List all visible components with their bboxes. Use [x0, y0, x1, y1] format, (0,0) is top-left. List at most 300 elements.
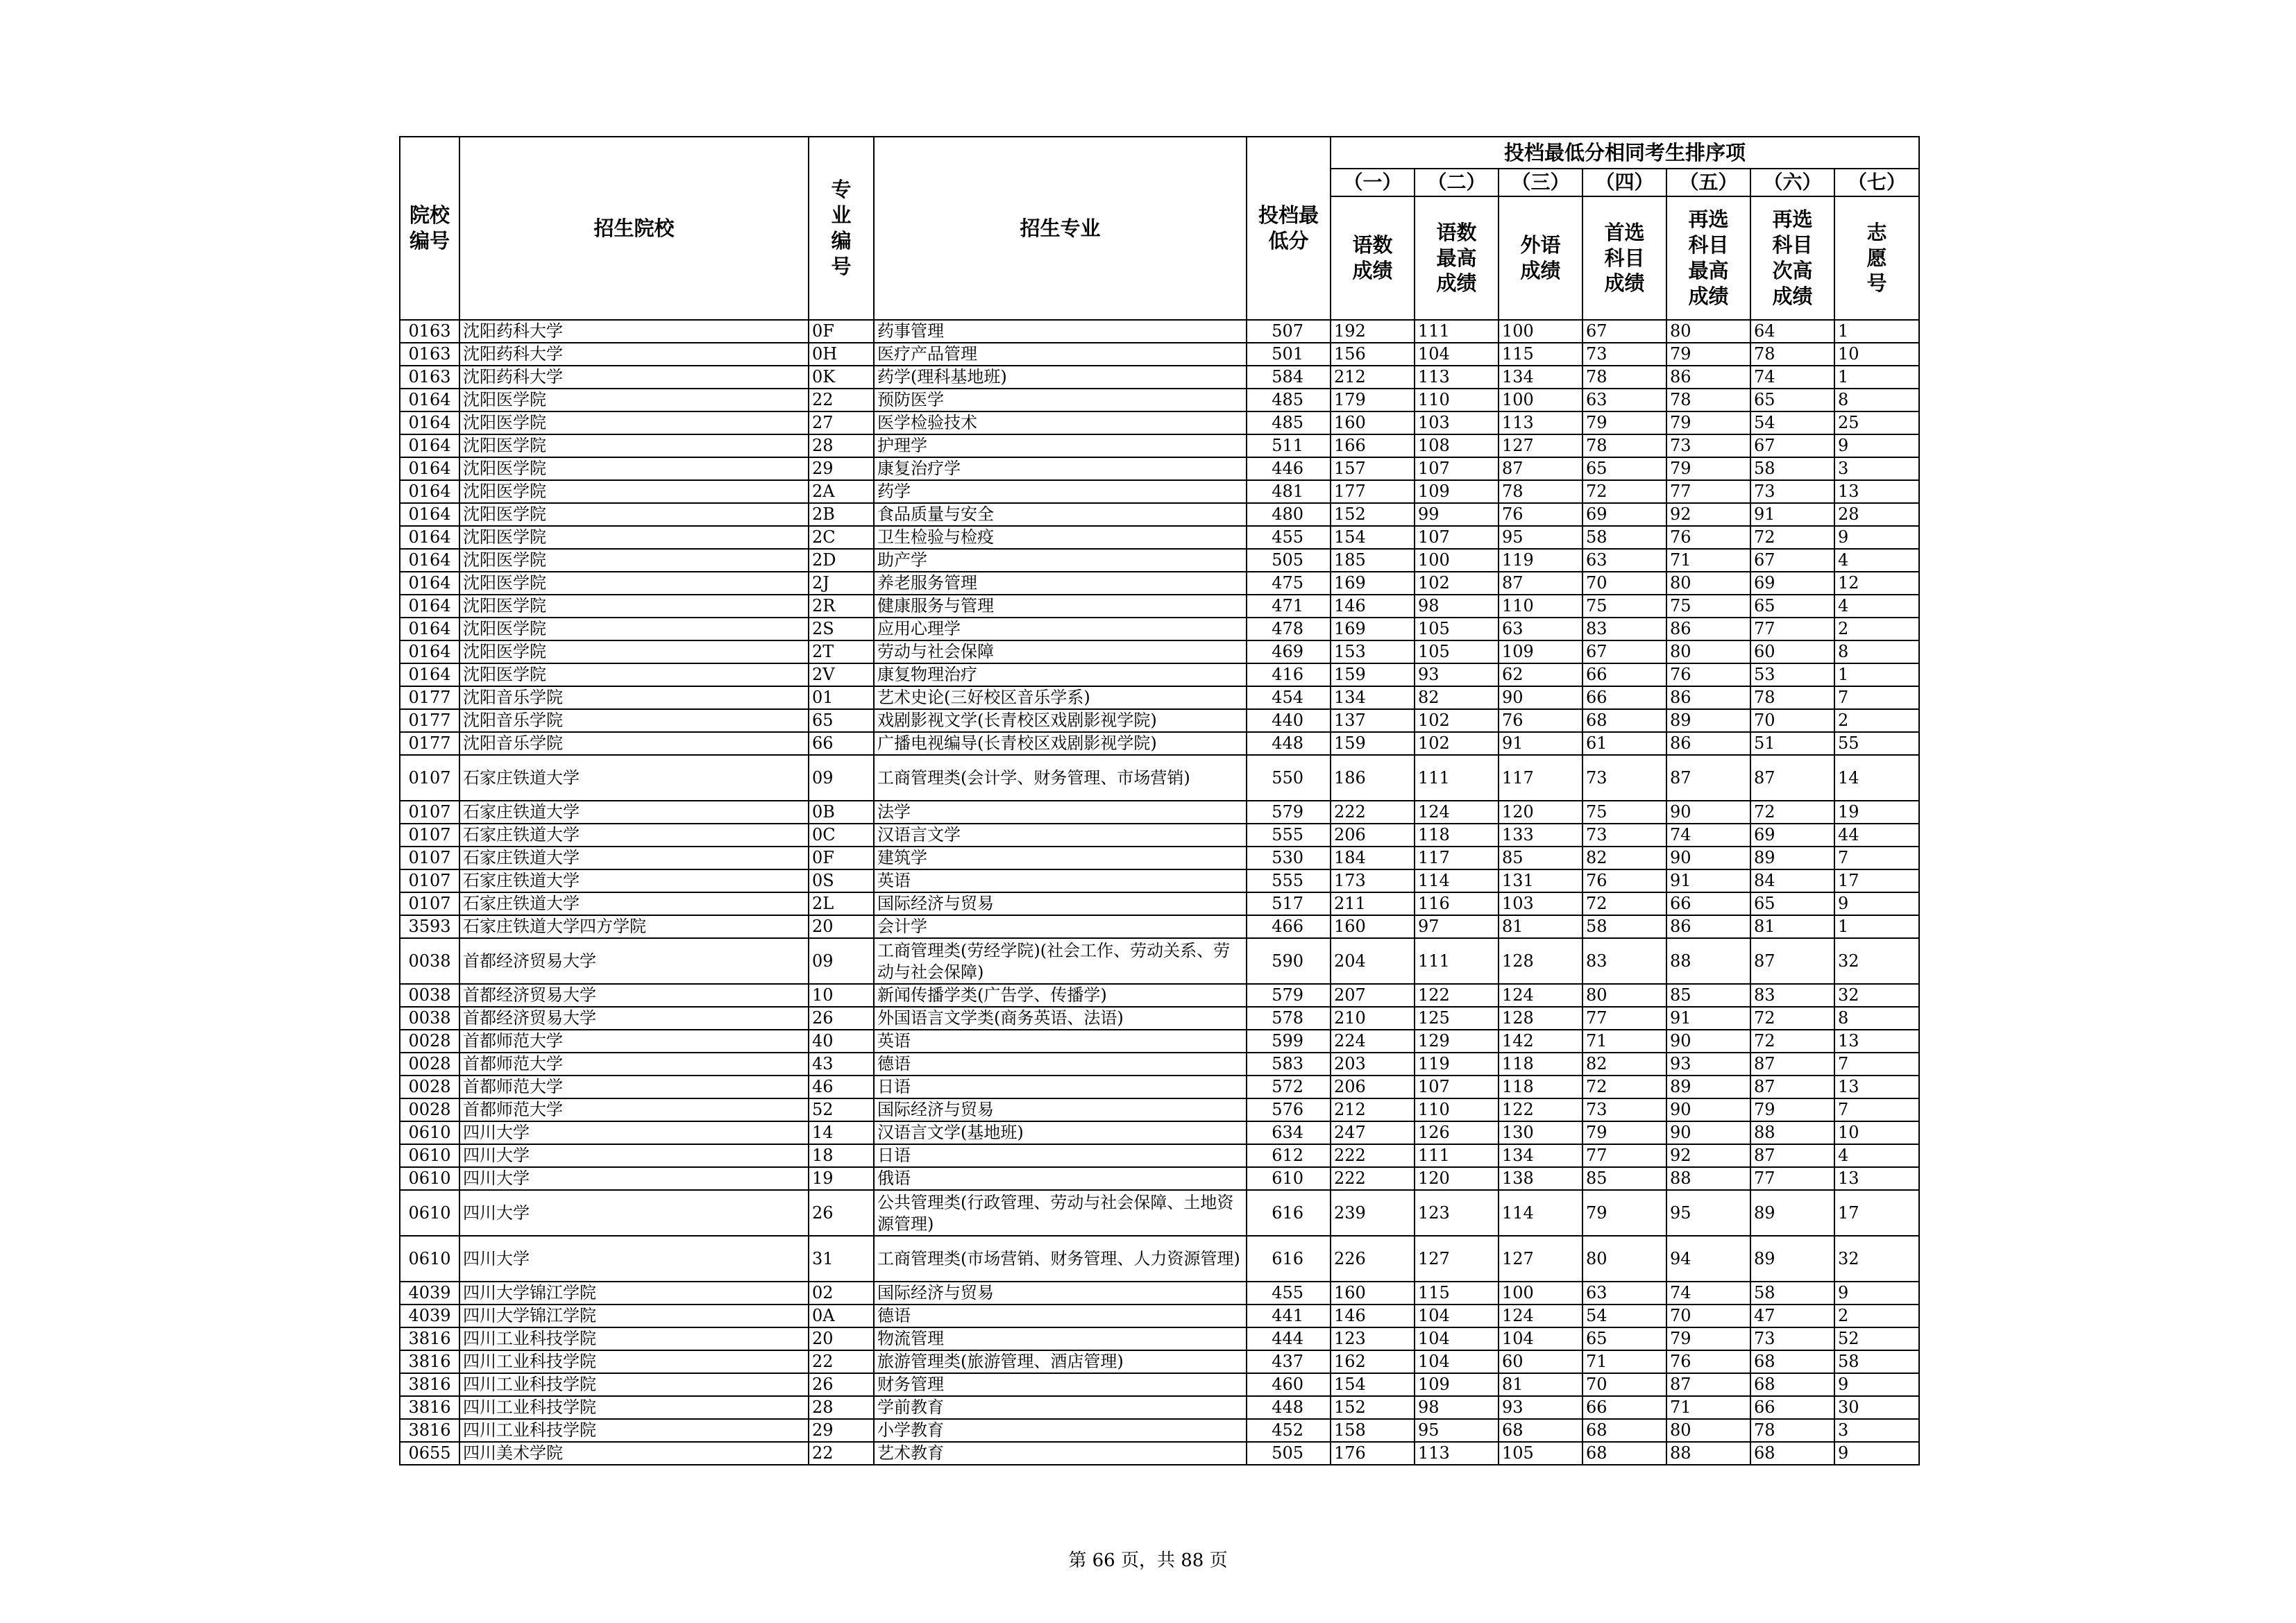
- tiebreak-value-cell: 54: [1750, 411, 1834, 434]
- major-name-cell: 劳动与社会保障: [874, 640, 1247, 663]
- table-row: [400, 343, 1919, 366]
- tiebreak-value-cell: 79: [1582, 1190, 1666, 1236]
- tiebreak-value-cell: 154: [1331, 1373, 1415, 1396]
- tiebreak-value-cell: 17: [1834, 1190, 1919, 1236]
- header-tiebreak-label: 志愿号: [1834, 196, 1919, 320]
- tiebreak-value-cell: 81: [1499, 1373, 1582, 1396]
- tiebreak-value-cell: 77: [1582, 1144, 1666, 1167]
- tiebreak-value-cell: 105: [1415, 640, 1499, 663]
- major-code-cell: 2R: [809, 595, 874, 618]
- tiebreak-value-cell: 78: [1499, 480, 1582, 503]
- tiebreak-value-cell: 73: [1750, 480, 1834, 503]
- table-row: [400, 847, 1919, 869]
- tiebreak-value-cell: 100: [1499, 320, 1582, 343]
- tiebreak-value-cell: 226: [1331, 1236, 1415, 1282]
- tiebreak-value-cell: 68: [1582, 709, 1666, 732]
- table-row: [400, 1305, 1919, 1327]
- major-code-cell: 22: [809, 389, 874, 411]
- tiebreak-value-cell: 61: [1582, 732, 1666, 755]
- table-row: [400, 1030, 1919, 1053]
- tiebreak-value-cell: 80: [1582, 984, 1666, 1007]
- major-code-cell: 26: [809, 1007, 874, 1030]
- tiebreak-value-cell: 86: [1666, 366, 1750, 389]
- tiebreak-value-cell: 4: [1834, 595, 1919, 618]
- tiebreak-value-cell: 17: [1834, 869, 1919, 892]
- tiebreak-value-cell: 207: [1331, 984, 1415, 1007]
- school-code-cell: 0038: [400, 1007, 459, 1030]
- tiebreak-value-cell: 107: [1415, 1076, 1499, 1098]
- major-code-cell: 0F: [809, 320, 874, 343]
- tiebreak-value-cell: 105: [1415, 618, 1499, 640]
- tiebreak-value-cell: 117: [1415, 847, 1499, 869]
- school-code-cell: 0038: [400, 984, 459, 1007]
- tiebreak-value-cell: 95: [1666, 1190, 1750, 1236]
- tiebreak-value-cell: 10: [1834, 1121, 1919, 1144]
- tiebreak-value-cell: 73: [1582, 1098, 1666, 1121]
- school-name-cell: 沈阳医学院: [459, 549, 809, 572]
- school-name-cell: 四川大学锦江学院: [459, 1305, 809, 1327]
- min-score-cell: 478: [1247, 618, 1331, 640]
- tiebreak-value-cell: 127: [1499, 1236, 1582, 1282]
- tiebreak-value-cell: 93: [1666, 1053, 1750, 1076]
- header-min-score: 投档最低分: [1247, 137, 1331, 320]
- tiebreak-value-cell: 115: [1415, 1282, 1499, 1305]
- table-row: [400, 1419, 1919, 1442]
- tiebreak-value-cell: 77: [1582, 1007, 1666, 1030]
- major-code-cell: 0K: [809, 366, 874, 389]
- tiebreak-value-cell: 113: [1499, 411, 1582, 434]
- school-code-cell: 0164: [400, 663, 459, 686]
- school-code-cell: 3816: [400, 1327, 459, 1350]
- major-name-cell: 建筑学: [874, 847, 1247, 869]
- tiebreak-value-cell: 65: [1750, 389, 1834, 411]
- school-code-cell: 0610: [400, 1167, 459, 1190]
- school-code-cell: 0107: [400, 824, 459, 847]
- school-name-cell: 首都师范大学: [459, 1053, 809, 1076]
- school-code-cell: 0164: [400, 457, 459, 480]
- tiebreak-value-cell: 111: [1415, 1144, 1499, 1167]
- min-score-cell: 505: [1247, 1442, 1331, 1465]
- major-name-cell: 小学教育: [874, 1419, 1247, 1442]
- major-code-cell: 40: [809, 1030, 874, 1053]
- school-code-cell: 0163: [400, 320, 459, 343]
- major-name-cell: 国际经济与贸易: [874, 1098, 1247, 1121]
- tiebreak-value-cell: 19: [1834, 801, 1919, 824]
- school-name-cell: 四川大学: [459, 1236, 809, 1282]
- major-code-cell: 20: [809, 1327, 874, 1350]
- major-code-cell: 0F: [809, 847, 874, 869]
- tiebreak-value-cell: 78: [1666, 389, 1750, 411]
- tiebreak-value-cell: 85: [1582, 1167, 1666, 1190]
- tiebreak-value-cell: 58: [1834, 1350, 1919, 1373]
- min-score-cell: 454: [1247, 686, 1331, 709]
- tiebreak-value-cell: 90: [1666, 1030, 1750, 1053]
- tiebreak-value-cell: 32: [1834, 938, 1919, 984]
- tiebreak-value-cell: 63: [1499, 618, 1582, 640]
- major-code-cell: 10: [809, 984, 874, 1007]
- header-tiebreak-label: 首选科目成绩: [1582, 196, 1666, 320]
- tiebreak-value-cell: 90: [1666, 1098, 1750, 1121]
- tiebreak-value-cell: 66: [1666, 892, 1750, 915]
- tiebreak-value-cell: 1: [1834, 366, 1919, 389]
- major-code-cell: 66: [809, 732, 874, 755]
- min-score-cell: 590: [1247, 938, 1331, 984]
- school-code-cell: 0028: [400, 1053, 459, 1076]
- major-code-cell: 31: [809, 1236, 874, 1282]
- tiebreak-value-cell: 74: [1666, 1282, 1750, 1305]
- tiebreak-value-cell: 63: [1582, 389, 1666, 411]
- major-code-cell: 29: [809, 1419, 874, 1442]
- tiebreak-value-cell: 206: [1331, 1076, 1415, 1098]
- min-score-cell: 550: [1247, 755, 1331, 801]
- min-score-cell: 579: [1247, 801, 1331, 824]
- tiebreak-value-cell: 13: [1834, 1030, 1919, 1053]
- major-code-cell: 28: [809, 434, 874, 457]
- tiebreak-value-cell: 95: [1499, 526, 1582, 549]
- tiebreak-value-cell: 4: [1834, 1144, 1919, 1167]
- tiebreak-value-cell: 80: [1666, 1419, 1750, 1442]
- min-score-cell: 485: [1247, 389, 1331, 411]
- tiebreak-value-cell: 154: [1331, 526, 1415, 549]
- min-score-cell: 583: [1247, 1053, 1331, 1076]
- tiebreak-value-cell: 129: [1415, 1030, 1499, 1053]
- tiebreak-value-cell: 169: [1331, 572, 1415, 595]
- table-row: [400, 434, 1919, 457]
- min-score-cell: 511: [1247, 434, 1331, 457]
- tiebreak-value-cell: 86: [1666, 732, 1750, 755]
- tiebreak-value-cell: 247: [1331, 1121, 1415, 1144]
- school-code-cell: 3816: [400, 1373, 459, 1396]
- tiebreak-value-cell: 203: [1331, 1053, 1415, 1076]
- major-name-cell: 医疗产品管理: [874, 343, 1247, 366]
- tiebreak-value-cell: 80: [1666, 320, 1750, 343]
- tiebreak-value-cell: 67: [1750, 434, 1834, 457]
- table-row: [400, 549, 1919, 572]
- min-score-cell: 471: [1247, 595, 1331, 618]
- tiebreak-value-cell: 8: [1834, 1007, 1919, 1030]
- school-name-cell: 沈阳药科大学: [459, 366, 809, 389]
- school-name-cell: 石家庄铁道大学: [459, 755, 809, 801]
- tiebreak-value-cell: 87: [1666, 1373, 1750, 1396]
- tiebreak-value-cell: 84: [1750, 869, 1834, 892]
- tiebreak-value-cell: 75: [1666, 595, 1750, 618]
- tiebreak-value-cell: 80: [1666, 640, 1750, 663]
- major-code-cell: 22: [809, 1442, 874, 1465]
- tiebreak-value-cell: 128: [1499, 938, 1582, 984]
- school-code-cell: 0107: [400, 801, 459, 824]
- tiebreak-value-cell: 9: [1834, 526, 1919, 549]
- tiebreak-value-cell: 77: [1750, 1167, 1834, 1190]
- tiebreak-value-cell: 8: [1834, 640, 1919, 663]
- tiebreak-value-cell: 118: [1415, 824, 1499, 847]
- tiebreak-value-cell: 83: [1582, 938, 1666, 984]
- tiebreak-value-cell: 158: [1331, 1419, 1415, 1442]
- school-name-cell: 石家庄铁道大学: [459, 869, 809, 892]
- tiebreak-value-cell: 67: [1750, 549, 1834, 572]
- tiebreak-value-cell: 88: [1750, 1121, 1834, 1144]
- tiebreak-value-cell: 87: [1750, 1053, 1834, 1076]
- school-code-cell: 0164: [400, 572, 459, 595]
- tiebreak-value-cell: 104: [1499, 1327, 1582, 1350]
- tiebreak-value-cell: 60: [1750, 640, 1834, 663]
- school-code-cell: 0610: [400, 1236, 459, 1282]
- school-code-cell: 0163: [400, 343, 459, 366]
- major-name-cell: 德语: [874, 1305, 1247, 1327]
- tiebreak-value-cell: 60: [1499, 1350, 1582, 1373]
- tiebreak-value-cell: 94: [1666, 1236, 1750, 1282]
- header-tiebreak-num: （七）: [1834, 169, 1919, 196]
- major-code-cell: 46: [809, 1076, 874, 1098]
- table-row: [400, 1098, 1919, 1121]
- tiebreak-value-cell: 70: [1582, 1373, 1666, 1396]
- header-school-code: 院校编号: [400, 137, 459, 320]
- tiebreak-value-cell: 100: [1499, 389, 1582, 411]
- tiebreak-value-cell: 79: [1582, 1121, 1666, 1144]
- tiebreak-value-cell: 53: [1750, 663, 1834, 686]
- major-name-cell: 俄语: [874, 1167, 1247, 1190]
- school-code-cell: 0107: [400, 892, 459, 915]
- min-score-cell: 517: [1247, 892, 1331, 915]
- header-tiebreak-label: 再选科目次高成绩: [1750, 196, 1834, 320]
- school-code-cell: 0164: [400, 640, 459, 663]
- major-code-cell: 09: [809, 938, 874, 984]
- tiebreak-value-cell: 87: [1750, 755, 1834, 801]
- tiebreak-value-cell: 93: [1499, 1396, 1582, 1419]
- tiebreak-value-cell: 88: [1666, 1442, 1750, 1465]
- major-code-cell: 43: [809, 1053, 874, 1076]
- tiebreak-value-cell: 80: [1582, 1236, 1666, 1282]
- min-score-cell: 579: [1247, 984, 1331, 1007]
- tiebreak-value-cell: 90: [1666, 801, 1750, 824]
- min-score-cell: 455: [1247, 1282, 1331, 1305]
- tiebreak-value-cell: 89: [1750, 1236, 1834, 1282]
- min-score-cell: 555: [1247, 869, 1331, 892]
- tiebreak-value-cell: 88: [1666, 1167, 1750, 1190]
- major-code-cell: 0A: [809, 1305, 874, 1327]
- tiebreak-value-cell: 62: [1499, 663, 1582, 686]
- school-name-cell: 沈阳医学院: [459, 457, 809, 480]
- tiebreak-value-cell: 78: [1582, 366, 1666, 389]
- tiebreak-value-cell: 222: [1331, 1167, 1415, 1190]
- tiebreak-value-cell: 86: [1666, 915, 1750, 938]
- major-name-cell: 英语: [874, 1030, 1247, 1053]
- tiebreak-value-cell: 76: [1666, 526, 1750, 549]
- tiebreak-value-cell: 83: [1750, 984, 1834, 1007]
- min-score-cell: 485: [1247, 411, 1331, 434]
- tiebreak-value-cell: 78: [1750, 686, 1834, 709]
- tiebreak-value-cell: 55: [1834, 732, 1919, 755]
- school-code-cell: 0610: [400, 1190, 459, 1236]
- tiebreak-value-cell: 110: [1415, 1098, 1499, 1121]
- tiebreak-value-cell: 7: [1834, 1053, 1919, 1076]
- tiebreak-value-cell: 146: [1331, 1305, 1415, 1327]
- header-tiebreak-num: （三）: [1499, 169, 1582, 196]
- major-code-cell: 28: [809, 1396, 874, 1419]
- major-name-cell: 康复物理治疗: [874, 663, 1247, 686]
- school-code-cell: 0164: [400, 549, 459, 572]
- school-name-cell: 首都师范大学: [459, 1098, 809, 1121]
- tiebreak-value-cell: 25: [1834, 411, 1919, 434]
- tiebreak-value-cell: 72: [1750, 526, 1834, 549]
- tiebreak-value-cell: 142: [1499, 1030, 1582, 1053]
- school-name-cell: 石家庄铁道大学: [459, 824, 809, 847]
- tiebreak-value-cell: 118: [1499, 1053, 1582, 1076]
- major-code-cell: 2S: [809, 618, 874, 640]
- min-score-cell: 599: [1247, 1030, 1331, 1053]
- tiebreak-value-cell: 126: [1415, 1121, 1499, 1144]
- school-code-cell: 0177: [400, 732, 459, 755]
- tiebreak-value-cell: 66: [1582, 1396, 1666, 1419]
- tiebreak-value-cell: 13: [1834, 1167, 1919, 1190]
- tiebreak-value-cell: 51: [1750, 732, 1834, 755]
- tiebreak-value-cell: 118: [1499, 1076, 1582, 1098]
- tiebreak-value-cell: 90: [1499, 686, 1582, 709]
- tiebreak-value-cell: 89: [1750, 847, 1834, 869]
- tiebreak-value-cell: 87: [1750, 1076, 1834, 1098]
- tiebreak-value-cell: 77: [1666, 480, 1750, 503]
- tiebreak-value-cell: 152: [1331, 1396, 1415, 1419]
- tiebreak-value-cell: 66: [1582, 686, 1666, 709]
- tiebreak-value-cell: 52: [1834, 1327, 1919, 1350]
- tiebreak-value-cell: 157: [1331, 457, 1415, 480]
- tiebreak-value-cell: 103: [1499, 892, 1582, 915]
- min-score-cell: 446: [1247, 457, 1331, 480]
- school-code-cell: 3593: [400, 915, 459, 938]
- school-code-cell: 0164: [400, 595, 459, 618]
- tiebreak-value-cell: 70: [1582, 572, 1666, 595]
- major-code-cell: 26: [809, 1190, 874, 1236]
- tiebreak-value-cell: 113: [1415, 366, 1499, 389]
- tiebreak-value-cell: 133: [1499, 824, 1582, 847]
- min-score-cell: 616: [1247, 1236, 1331, 1282]
- table-header: [400, 137, 1919, 320]
- tiebreak-value-cell: 131: [1499, 869, 1582, 892]
- min-score-cell: 448: [1247, 1396, 1331, 1419]
- tiebreak-value-cell: 123: [1331, 1327, 1415, 1350]
- school-code-cell: 3816: [400, 1419, 459, 1442]
- table-row: [400, 640, 1919, 663]
- tiebreak-value-cell: 4: [1834, 549, 1919, 572]
- tiebreak-value-cell: 3: [1834, 457, 1919, 480]
- header-tiebreak-label: 外语成绩: [1499, 196, 1582, 320]
- tiebreak-value-cell: 87: [1666, 755, 1750, 801]
- tiebreak-value-cell: 32: [1834, 984, 1919, 1007]
- tiebreak-value-cell: 72: [1582, 1076, 1666, 1098]
- tiebreak-value-cell: 72: [1750, 1007, 1834, 1030]
- tiebreak-value-cell: 108: [1415, 434, 1499, 457]
- major-code-cell: 0S: [809, 869, 874, 892]
- school-name-cell: 首都经济贸易大学: [459, 938, 809, 984]
- min-score-cell: 441: [1247, 1305, 1331, 1327]
- tiebreak-value-cell: 83: [1582, 618, 1666, 640]
- table-row: [400, 1076, 1919, 1098]
- major-name-cell: 康复治疗学: [874, 457, 1247, 480]
- table-row: [400, 1144, 1919, 1167]
- tiebreak-value-cell: 109: [1415, 480, 1499, 503]
- tiebreak-value-cell: 110: [1415, 389, 1499, 411]
- tiebreak-value-cell: 125: [1415, 1007, 1499, 1030]
- tiebreak-value-cell: 79: [1666, 411, 1750, 434]
- tiebreak-value-cell: 103: [1415, 411, 1499, 434]
- min-score-cell: 460: [1247, 1373, 1331, 1396]
- tiebreak-value-cell: 7: [1834, 847, 1919, 869]
- school-code-cell: 0610: [400, 1144, 459, 1167]
- tiebreak-value-cell: 1: [1834, 320, 1919, 343]
- major-name-cell: 艺术史论(三好校区音乐学系): [874, 686, 1247, 709]
- tiebreak-value-cell: 72: [1750, 801, 1834, 824]
- school-name-cell: 沈阳医学院: [459, 640, 809, 663]
- tiebreak-value-cell: 78: [1582, 434, 1666, 457]
- tiebreak-value-cell: 117: [1499, 755, 1582, 801]
- tiebreak-value-cell: 68: [1582, 1442, 1666, 1465]
- major-name-cell: 国际经济与贸易: [874, 892, 1247, 915]
- school-name-cell: 沈阳医学院: [459, 503, 809, 526]
- tiebreak-value-cell: 81: [1499, 915, 1582, 938]
- major-code-cell: 2V: [809, 663, 874, 686]
- tiebreak-value-cell: 134: [1331, 686, 1415, 709]
- min-score-cell: 437: [1247, 1350, 1331, 1373]
- tiebreak-value-cell: 113: [1415, 1442, 1499, 1465]
- tiebreak-value-cell: 179: [1331, 389, 1415, 411]
- major-code-cell: 14: [809, 1121, 874, 1144]
- min-score-cell: 584: [1247, 366, 1331, 389]
- header-school-name: 招生院校: [459, 137, 809, 320]
- school-name-cell: 石家庄铁道大学四方学院: [459, 915, 809, 938]
- min-score-cell: 505: [1247, 549, 1331, 572]
- school-name-cell: 沈阳医学院: [459, 595, 809, 618]
- min-score-cell: 634: [1247, 1121, 1331, 1144]
- tiebreak-value-cell: 65: [1750, 595, 1834, 618]
- major-code-cell: 29: [809, 457, 874, 480]
- table-row: [400, 366, 1919, 389]
- school-code-cell: 0655: [400, 1442, 459, 1465]
- tiebreak-value-cell: 68: [1499, 1419, 1582, 1442]
- tiebreak-value-cell: 76: [1499, 709, 1582, 732]
- min-score-cell: 469: [1247, 640, 1331, 663]
- tiebreak-value-cell: 89: [1666, 1076, 1750, 1098]
- table-row: [400, 892, 1919, 915]
- tiebreak-value-cell: 87: [1750, 1144, 1834, 1167]
- school-name-cell: 沈阳药科大学: [459, 320, 809, 343]
- school-code-cell: 0164: [400, 411, 459, 434]
- min-score-cell: 448: [1247, 732, 1331, 755]
- tiebreak-value-cell: 166: [1331, 434, 1415, 457]
- tiebreak-value-cell: 134: [1499, 1144, 1582, 1167]
- school-code-cell: 0164: [400, 526, 459, 549]
- table-row: [400, 915, 1919, 938]
- table-row: [400, 732, 1919, 755]
- tiebreak-value-cell: 185: [1331, 549, 1415, 572]
- tiebreak-value-cell: 111: [1415, 938, 1499, 984]
- tiebreak-value-cell: 186: [1331, 755, 1415, 801]
- tiebreak-value-cell: 119: [1415, 1053, 1499, 1076]
- table-row: [400, 1442, 1919, 1465]
- admission-score-table: [399, 136, 1920, 1465]
- table-row: [400, 503, 1919, 526]
- school-code-cell: 4039: [400, 1305, 459, 1327]
- tiebreak-value-cell: 79: [1750, 1098, 1834, 1121]
- school-code-cell: 3816: [400, 1350, 459, 1373]
- tiebreak-value-cell: 85: [1499, 847, 1582, 869]
- page-footer: 第 66 页，共 88 页: [1068, 1550, 1228, 1571]
- tiebreak-value-cell: 79: [1666, 1327, 1750, 1350]
- school-name-cell: 沈阳医学院: [459, 411, 809, 434]
- school-name-cell: 石家庄铁道大学: [459, 847, 809, 869]
- tiebreak-value-cell: 82: [1582, 1053, 1666, 1076]
- tiebreak-value-cell: 63: [1582, 549, 1666, 572]
- tiebreak-value-cell: 79: [1666, 457, 1750, 480]
- header-tiebreak-num: （二）: [1415, 169, 1499, 196]
